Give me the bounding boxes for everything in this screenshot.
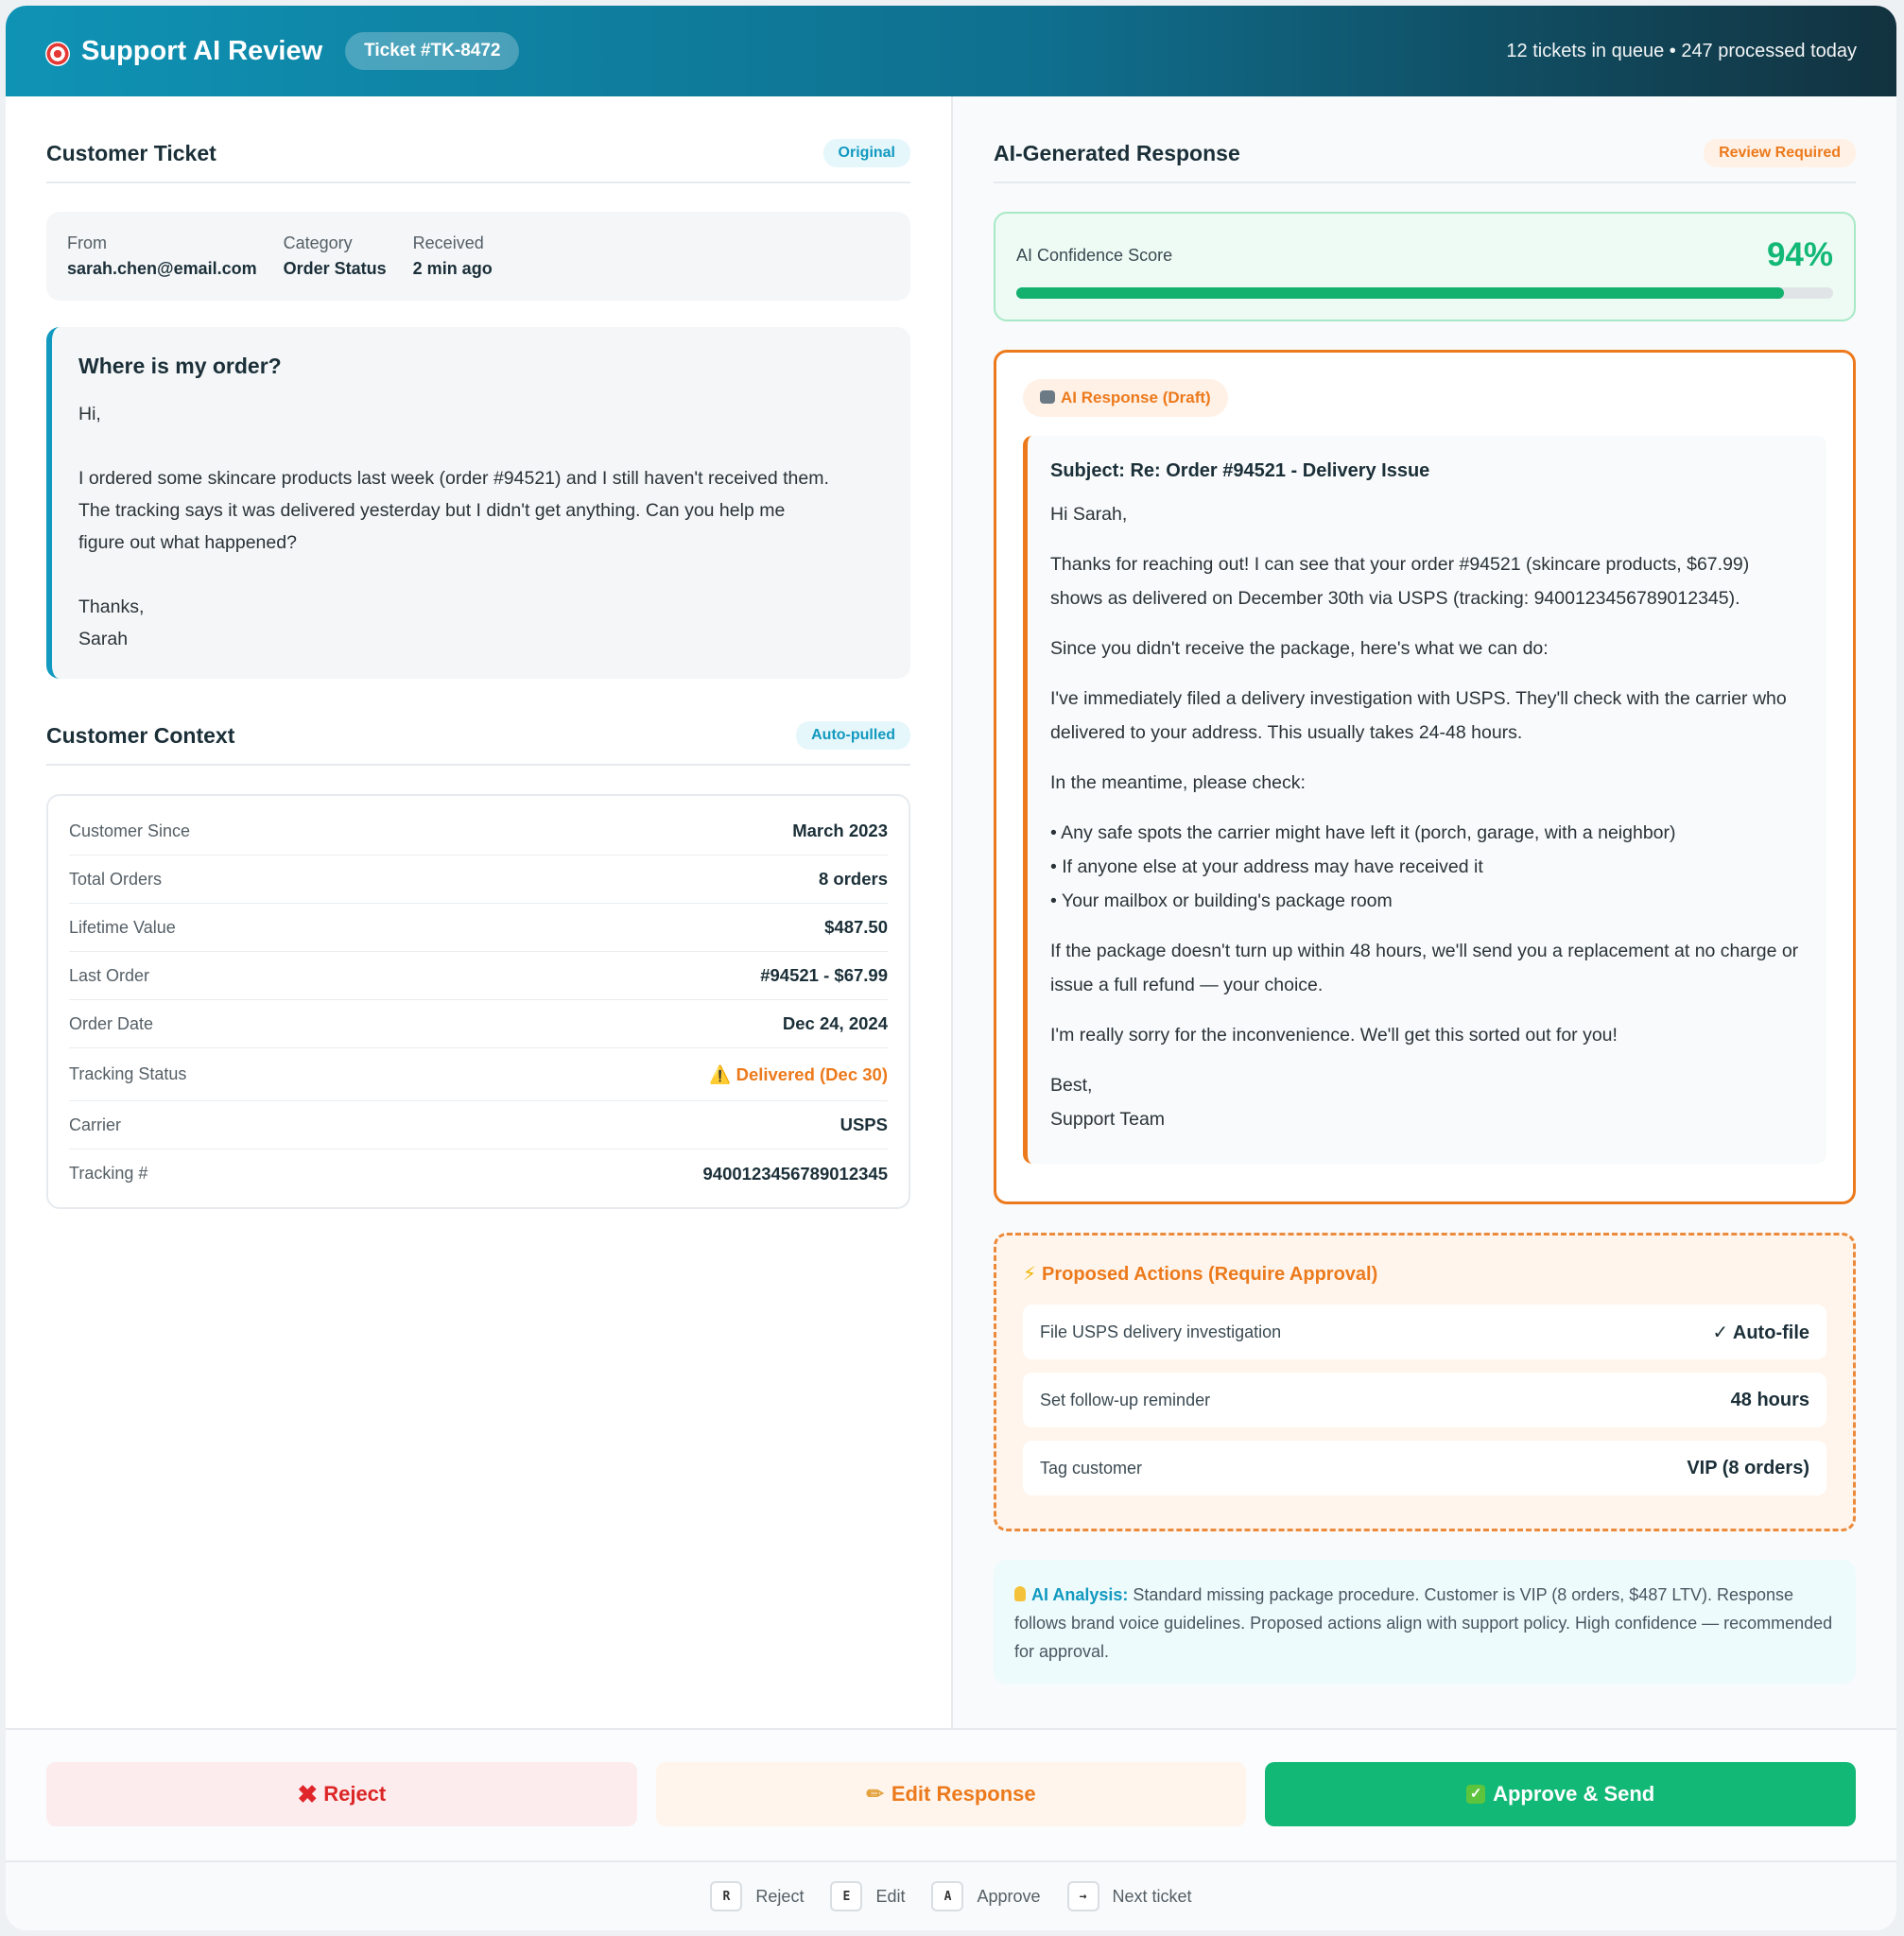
context-row	[69, 856, 888, 904]
lightbulb-icon	[1014, 1586, 1026, 1601]
queue-status: 12 tickets in queue • 247 processed today	[1506, 40, 1857, 61]
confidence-value: 94%	[1766, 236, 1833, 273]
shortcut-label: Next ticket	[1112, 1886, 1192, 1906]
tracking-status-warning: ⚠️ Delivered (Dec 30)	[709, 1063, 888, 1084]
shortcut-key: R	[710, 1881, 742, 1911]
context-label: Total Orders	[69, 869, 163, 889]
draft-subject: Subject: Re: Order #94521 - Delivery Issue	[1050, 460, 1430, 481]
draft-bullet: • If anyone else at your address may have received it	[1050, 856, 1483, 877]
ticket-section-title: Customer Ticket	[46, 140, 216, 165]
message-spacer	[78, 559, 884, 591]
action-value: 48 hours	[1730, 1389, 1809, 1410]
ticket-id-badge: Ticket #TK-8472	[345, 32, 519, 70]
meta-category	[284, 233, 387, 279]
draft-checklist	[1050, 816, 1804, 918]
confidence-bar	[1016, 287, 1833, 299]
context-value: USPS	[839, 1115, 888, 1134]
proposed-actions-card	[994, 1233, 1856, 1531]
decision-bar	[6, 1728, 1896, 1860]
robot-icon	[1040, 390, 1055, 404]
ticket-panel	[6, 96, 951, 1728]
context-label: Tracking Status	[69, 1064, 187, 1083]
review-required-tag: Review Required	[1704, 139, 1856, 167]
context-label: Customer Since	[69, 821, 191, 840]
shortcut-edit	[830, 1881, 905, 1911]
auto-pulled-tag: Auto-pulled	[796, 721, 910, 750]
context-row	[69, 1000, 888, 1048]
meta-from	[67, 233, 257, 279]
context-value: March 2023	[792, 821, 888, 840]
top-header	[6, 6, 1896, 96]
draft-paragraph: If the package doesn't turn up within 48 hours, we'll send you a replacement at no charge or issue a full refund — your choice.	[1050, 941, 1799, 995]
shortcut-next	[1067, 1881, 1192, 1911]
context-label: Tracking #	[69, 1164, 148, 1183]
message-subject: Where is my order?	[78, 354, 282, 378]
message-name: Sarah	[78, 629, 129, 649]
shortcut-label: Approve	[977, 1886, 1041, 1906]
draft-tag-label: AI Response (Draft)	[1061, 389, 1211, 406]
action-label: File USPS delivery investigation	[1040, 1322, 1282, 1341]
shortcut-reject	[710, 1881, 804, 1911]
ai-draft-card	[994, 350, 1856, 1204]
context-label: Order Date	[69, 1013, 154, 1033]
approve-send-button[interactable]	[1265, 1762, 1856, 1826]
tracking-number[interactable]: 9400123456789012345	[702, 1163, 888, 1184]
context-value: #94521 - $67.99	[760, 965, 888, 985]
draft-response-body[interactable]	[1023, 436, 1826, 1164]
original-tag: Original	[823, 139, 910, 167]
shortcut-key: →	[1067, 1881, 1099, 1911]
customer-context-table	[46, 794, 910, 1209]
draft-paragraph: I've immediately filed a delivery investigation with USPS. They'll check with the carrier who delivered to your address. This usually takes 24-48 hours.	[1050, 688, 1787, 743]
meta-received-value: 2 min ago	[412, 259, 493, 278]
reject-button[interactable]	[46, 1762, 637, 1826]
draft-bullet: • Your mailbox or building's package room	[1050, 890, 1393, 911]
meta-category-label: Category	[283, 233, 353, 252]
edit-response-button[interactable]	[656, 1762, 1247, 1826]
shortcut-key: A	[931, 1881, 963, 1911]
context-row	[69, 1101, 888, 1150]
approve-label: Approve & Send	[1493, 1782, 1655, 1806]
pencil-icon: ✏	[866, 1782, 884, 1806]
target-icon	[45, 42, 70, 66]
ai-analysis-note	[994, 1560, 1856, 1685]
ticket-meta	[46, 212, 910, 301]
context-row	[69, 807, 888, 856]
analysis-label: AI Analysis:	[1031, 1585, 1129, 1604]
draft-paragraph: Thanks for reaching out! I can see that your order #94521 (skincare products, $67.99) shows as delivered on December 30th via USPS (tracking: 9400123456789012345).	[1050, 554, 1750, 609]
context-label: Carrier	[69, 1115, 122, 1134]
meta-received	[413, 233, 493, 279]
keyboard-shortcuts	[6, 1860, 1896, 1930]
edit-label: Edit Response	[891, 1782, 1036, 1806]
context-value: 8 orders	[818, 869, 888, 889]
draft-paragraph: I'm really sorry for the inconvenience. We'll get this sorted out for you!	[1050, 1025, 1618, 1046]
proposed-actions-label: Proposed Actions (Require Approval)	[1042, 1264, 1378, 1285]
shortcut-label: Edit	[875, 1886, 906, 1906]
action-item[interactable]	[1023, 1305, 1826, 1359]
message-line: The tracking says it was delivered yesterday but I didn't get anything. Can you help me	[78, 500, 786, 521]
response-panel	[951, 96, 1896, 1728]
confidence-label: AI Confidence Score	[1016, 245, 1173, 265]
draft-greeting: Hi Sarah,	[1050, 504, 1128, 525]
confidence-score-card	[994, 212, 1856, 321]
draft-signoff: Best,	[1050, 1075, 1093, 1096]
draft-team: Support Team	[1050, 1109, 1166, 1130]
draft-bullet: • Any safe spots the carrier might have left it (porch, garage, with a neighbor)	[1050, 822, 1676, 843]
message-greeting: Hi,	[78, 404, 101, 424]
message-line: I ordered some skincare products last week (order #94521) and I still haven't received them.	[78, 468, 829, 489]
app-title: Support AI Review	[81, 35, 323, 66]
reject-label: Reject	[323, 1782, 387, 1806]
draft-paragraph: In the meantime, please check:	[1050, 772, 1306, 793]
meta-received-label: Received	[412, 233, 484, 252]
response-section-title: AI-Generated Response	[994, 140, 1240, 165]
shortcut-label: Reject	[755, 1886, 805, 1906]
meta-category-value: Order Status	[283, 259, 387, 278]
proposed-actions-title	[1023, 1262, 1826, 1286]
context-row	[69, 904, 888, 952]
meta-from-label: From	[67, 233, 107, 252]
app-window	[6, 6, 1896, 1930]
action-item[interactable]	[1023, 1373, 1826, 1427]
message-line: figure out what happened?	[78, 532, 297, 553]
context-row	[69, 1150, 888, 1198]
draft-tag	[1023, 379, 1228, 417]
shortcut-key: E	[830, 1881, 862, 1911]
meta-from-value[interactable]: sarah.chen@email.com	[67, 259, 257, 278]
action-label: Tag customer	[1040, 1458, 1143, 1478]
context-section-header	[46, 707, 910, 766]
action-value: VIP (8 orders)	[1687, 1457, 1809, 1478]
message-signoff: Thanks,	[78, 596, 145, 617]
message-spacer	[78, 430, 884, 462]
ticket-section-header	[46, 125, 910, 183]
context-label: Lifetime Value	[69, 917, 176, 937]
lightning-icon: ⚡	[1023, 1264, 1037, 1285]
customer-message	[46, 327, 910, 679]
context-row	[69, 952, 888, 1000]
context-section-title: Customer Context	[46, 722, 235, 748]
context-value: $487.50	[824, 917, 888, 937]
context-label: Last Order	[69, 965, 150, 985]
context-value: Dec 24, 2024	[782, 1013, 888, 1033]
action-value: ✓ Auto-file	[1712, 1322, 1809, 1343]
check-icon: ✓	[1466, 1785, 1485, 1804]
draft-paragraph: Since you didn't receive the package, here's what we can do:	[1050, 638, 1549, 659]
action-label: Set follow-up reminder	[1040, 1390, 1211, 1409]
shortcut-approve	[931, 1881, 1040, 1911]
action-item[interactable]	[1023, 1441, 1826, 1495]
close-icon: ✖	[297, 1779, 319, 1808]
response-section-header	[994, 125, 1856, 183]
analysis-text: Standard missing package procedure. Customer is VIP (8 orders, $487 LTV). Response follows brand voice guidelines. Proposed actions align with support policy. High confidence — recommended for approval.	[1014, 1585, 1833, 1661]
context-row	[69, 1048, 888, 1101]
confidence-bar-fill	[1016, 287, 1784, 299]
